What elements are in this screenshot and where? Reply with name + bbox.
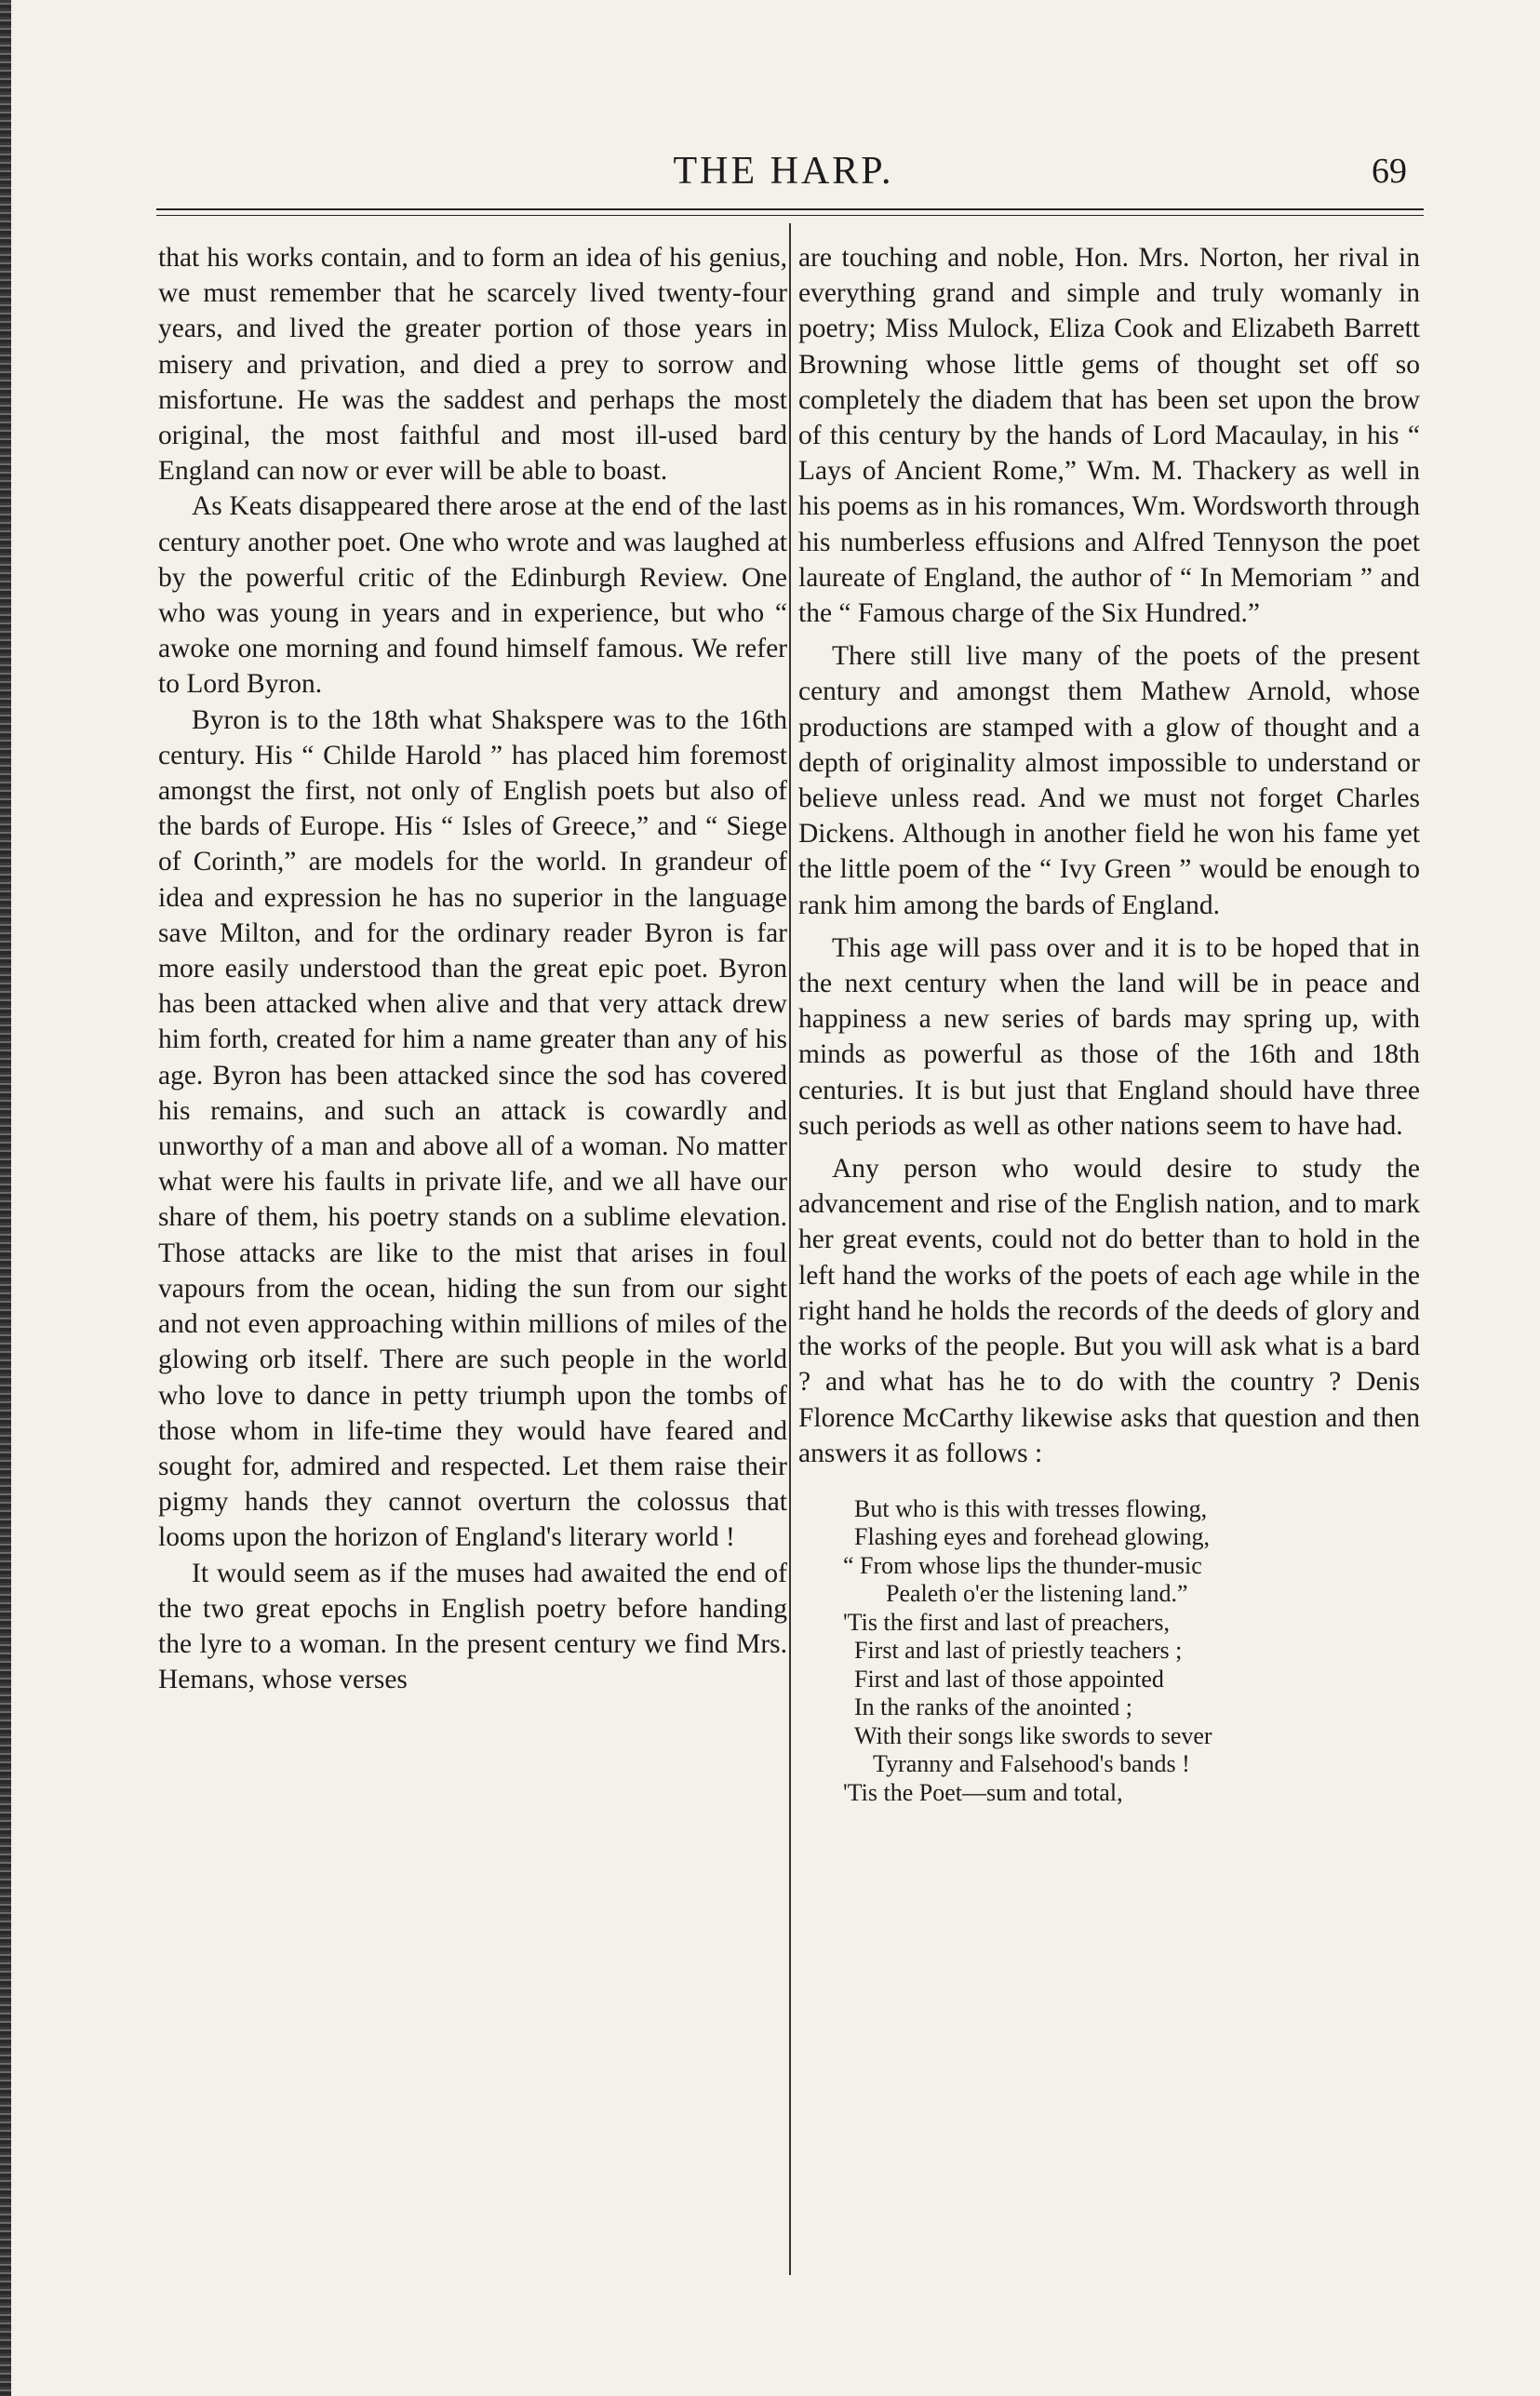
paragraph: It would seem as if the muses had awaited the end of the two great epochs in English poetry before handing the lyre to a woman. In the present century we find Mrs. Hemans, whose verses	[158, 1558, 787, 1695]
right-column	[798, 240, 1420, 2287]
paragraph: Any person who would desire to study the advancement and rise of the English nation, and to mark her great events, could not do better than to hold in the left hand the works of the poets of each age while in the right hand he holds the records of the deeds of glory and the works of the people. But you will ask what is a bard ? and what has he to do with the country ? Denis Florence McCarthy likewise asks that question and then answers it as follows :	[798, 1154, 1420, 1468]
poem-line: In the ranks of the anointed ;	[854, 1693, 1132, 1721]
poem-line: Tyranny and Falsehood's bands !	[873, 1750, 1190, 1778]
poem-line: 'Tis the first and last of preachers,	[843, 1608, 1171, 1636]
paragraph: There still live many of the poets of the present century and amongst them Mathew Arnold, whose productions are stamped with a glow of thought and a depth of originality almost impossible to understand or believe unless read. And we must not forget Charles Dickens. Although in another field he won his fame yet the little poem of the “ Ivy Green ” would be enough to rank him among the bards of England.	[798, 641, 1420, 920]
poem-line: First and last of those appointed	[854, 1665, 1164, 1693]
column-divider	[789, 223, 791, 2275]
poem-line: Flashing eyes and forehead glowing,	[854, 1523, 1210, 1551]
paragraph: that his works contain, and to form an idea of his genius, we must remember that he scarcely lived twenty-four years, and lived the greater portion of those years in misery and privation, and died a prey to sorrow and misfortune. He was the saddest and perhaps the most original, the most faithful and most ill-used bard England can now or ever will be able to boast.	[158, 243, 787, 487]
page-number: 69	[1372, 152, 1407, 191]
poem-line: With their songs like swords to sever	[854, 1721, 1212, 1749]
left-column	[158, 240, 787, 2287]
poem-line: But who is this with tresses flowing,	[854, 1494, 1208, 1522]
poem-line: 'Tis the Poet—sum and total,	[843, 1778, 1123, 1806]
poem-line: Pealeth o'er the listening land.”	[886, 1580, 1188, 1608]
page-header	[160, 149, 1407, 201]
header-rule	[156, 208, 1424, 216]
paragraph: As Keats disappeared there arose at the end of the last century another poet. One who wrote and was laughed at by the powerful critic of the Edinburgh Review. One who was young in years and in experience, but who “ awoke one morning and found himself famous. We refer to Lord Byron.	[158, 491, 787, 700]
paragraph: are touching and noble, Hon. Mrs. Norton, her rival in everything grand and simple and truly womanly in poetry; Miss Mulock, Eliza Cook and Elizabeth Barrett Browning whose little gems of thought set off so completely the diadem that has been set upon the brow of this century by the hands of Lord Macaulay, in his “ Lays of Ancient Rome,” Wm. M. Thackery as well in his poems as in his romances, Wm. Wordsworth through his numberless effusions and Alfred Tennyson the poet laureate of England, the author of “ In Memoriam ” and the “ Famous charge of the Six Hundred.”	[798, 243, 1420, 629]
poem-quote	[843, 1494, 1420, 1808]
page-edge-binding	[0, 0, 11, 2396]
paragraph: Byron is to the 18th what Shakspere was to the 16th century. His “ Childe Harold ” has placed him foremost amongst the first, not only of English poets but also of the bards of Europe. His “ Isles of Greece,” and “ Siege of Corinth,” are models for the world. In grandeur of idea and expression he has no superior in the language save Milton, and for the ordinary reader Byron is far more easily understood than the great epic poet. Byron has been attacked when alive and that very attack drew him forth, created for him a name greater than any of his age. Byron has been attacked since the sod has covered his remains, and such an attack is cowardly and unworthy of a man and above all of a woman. No matter what were his faults in private life, and we all have our share of them, his poetry stands on a sublime elevation. Those attacks are like to the mist that arises in foul vapours from the ocean, hiding the sun from our sight and not even approaching within millions of miles of the glowing orb itself. There are such people in the world who love to dance in petty triumph upon the tombs of those whom in life-time they would have feared and sought for, admired and respected. Let them raise their pigmy hands they cannot overturn the colossus that looms upon the horizon of England's literary world !	[158, 704, 787, 1553]
poem-line: First and last of priestly teachers ;	[854, 1637, 1183, 1665]
page-title: THE HARP.	[673, 150, 894, 193]
paragraph: This age will pass over and it is to be hoped that in the next century when the land will be in peace and happiness a new series of bards may spring up, with minds as powerful as those of the 16th and 18th centuries. It is but just that England should have three such periods as well as other nations seem to have had.	[798, 932, 1420, 1141]
poem-line: “ From whose lips the thunder-music	[843, 1551, 1202, 1579]
